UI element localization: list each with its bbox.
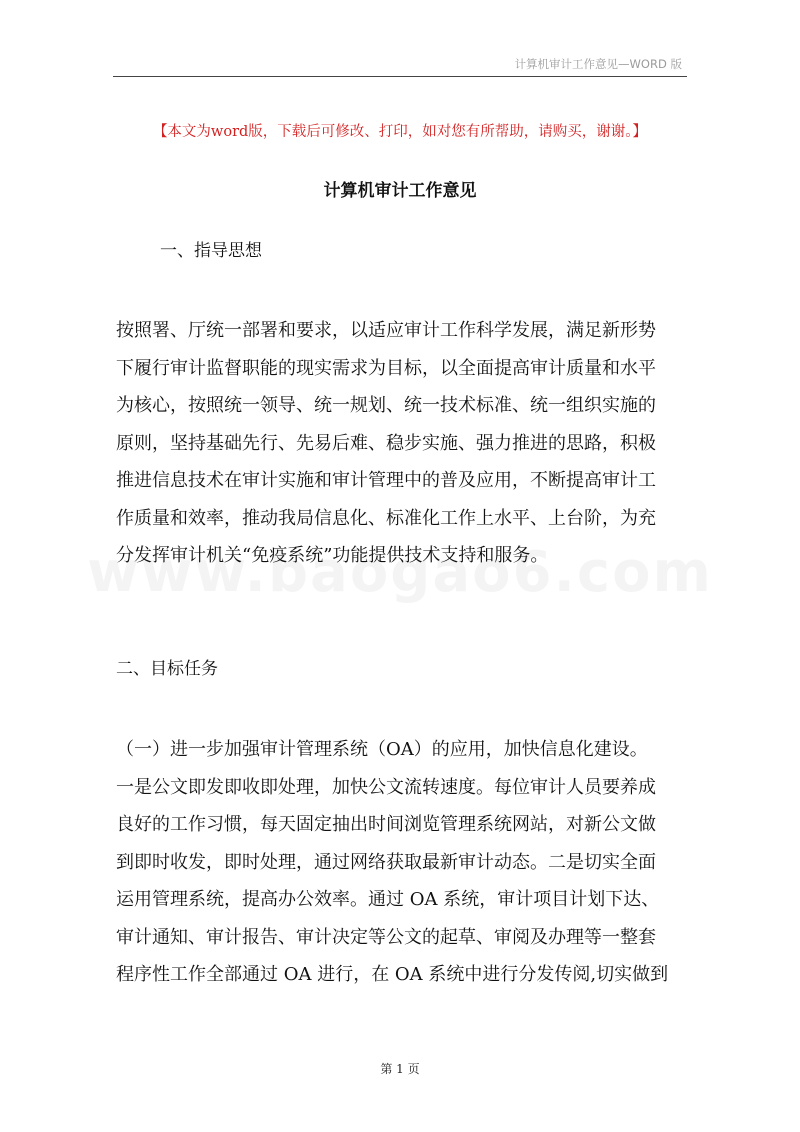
paragraph-line: （一）进一步加强审计管理系统（OA）的应用，加快信息化建设。 [116, 739, 648, 760]
paragraph-line: 一是公文即发即收即处理，加快公文流转速度。每位审计人员要养成 [116, 776, 656, 798]
section-heading-goals: 二、目标任务 [116, 659, 218, 679]
header-divider [113, 76, 687, 77]
paragraph-line: 作质量和效率，推动我局信息化、标准化工作上水平、上台阶，为充 [116, 507, 656, 529]
paragraph-line: 到即时收发，即时处理，通过网络获取最新审计动态。二是切实全面 [116, 851, 656, 873]
section-heading-guiding-thought: 一、指导思想 [160, 241, 262, 261]
paragraph-goals [116, 731, 690, 994]
paragraph-line: 程序性工作全部通过 OA 进行，在 OA 系统中进行分发传阅,切实做到 [116, 964, 669, 985]
purchase-notice: 【本文为word版，下载后可修改、打印，如对您有所帮助，请购买，谢谢。】 [152, 124, 648, 140]
paragraph-line: 分发挥审计机关“免疫系统”功能提供技术支持和服务。 [116, 545, 549, 566]
paragraph-line: 为核心，按照统一领导、统一规划、统一技术标准、统一组织实施的 [116, 395, 656, 416]
paragraph-line: 按照署、厅统一部署和要求，以适应审计工作科学发展，满足新形势 [116, 320, 656, 341]
paragraph-line: 运用管理系统，提高办公效率。通过 OA 系统，审计项目计划下达、 [116, 889, 660, 910]
paragraph-line: 审计通知、审计报告、审计决定等公文的起草、审阅及办理等一整套 [116, 926, 656, 948]
paragraph-line: 下履行审计监督职能的现实需求为目标，以全面提高审计质量和水平 [116, 357, 656, 379]
document-title: 计算机审计工作意见 [323, 181, 477, 201]
running-header: 计算机审计工作意见—WORD 版 [514, 57, 682, 71]
paragraph-line: 推进信息技术在审计实施和审计管理中的普及应用，不断提高审计工 [116, 470, 656, 491]
paragraph-line: 原则，坚持基础先行、先易后难、稳步实施、强力推进的思路，积极 [116, 432, 656, 454]
paragraph-line: 良好的工作习惯，每天固定抽出时间浏览管理系统网站，对新公文做 [116, 814, 656, 835]
paragraph-guiding-thought [116, 312, 690, 575]
page-number: 第 1 页 [380, 1062, 420, 1076]
